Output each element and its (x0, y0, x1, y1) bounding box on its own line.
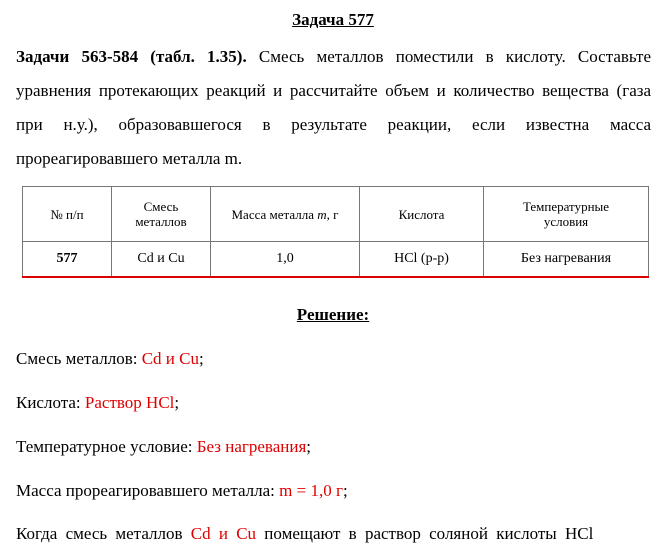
given-mass-value: m = 1,0 г (279, 481, 343, 500)
table-row (23, 242, 649, 278)
given-metals-end: ; (199, 349, 204, 368)
task-statement (16, 40, 651, 176)
header-mix (112, 187, 211, 242)
given-metals-value: Cd и Cu (141, 349, 199, 368)
given-temperature-label: Температурное условие: (16, 437, 197, 456)
given-acid-label: Кислота: (16, 393, 85, 412)
solution-text-start: Когда смесь металлов (16, 524, 191, 543)
given-metals-label: Смесь металлов: (16, 349, 142, 368)
given-mass-end: ; (342, 481, 348, 500)
task-title: Задача 577 (292, 10, 374, 29)
task-range-label: Задачи 563-584 (табл. 1.35). (16, 47, 247, 66)
solution-metals: Cd и Cu (190, 524, 257, 543)
solution-paragraph (16, 524, 593, 544)
given-acid (16, 393, 179, 413)
given-temperature-end: ; (306, 437, 312, 456)
given-temperature-value: Без нагревания (196, 437, 307, 456)
header-num: № п/п (23, 187, 112, 242)
given-acid-end: ; (174, 393, 180, 412)
cell-temp: Без нагревания (484, 242, 649, 278)
header-temp (484, 187, 649, 242)
solution-heading: Решение: (296, 305, 370, 324)
cell-acid: HCl (р-р) (360, 242, 484, 278)
solution-text-rest: помещают в раствор соляной кислоты HCl (256, 524, 594, 543)
header-mass-var: m (317, 206, 327, 222)
given-mass-label: Масса прореагировавшего металла: (16, 481, 280, 500)
task-statement-text: Смесь металлов поместили в кислоту. Составьте уравнения протекающих реакций и рассчитайте объем и количество вещества (газа при н.у.), образовавшегося в результате реакции, если известна масса прореагировавшего металла m. (16, 47, 652, 168)
header-mix-line2: металлов (135, 214, 187, 229)
header-mix-line1: Смесь (143, 199, 179, 214)
given-metals (16, 349, 204, 369)
header-mass-unit: , г (326, 206, 339, 222)
given-mass (16, 481, 348, 501)
task-table (22, 186, 649, 278)
given-temperature (16, 437, 311, 457)
given-acid-value: Раствор HCl (84, 393, 175, 412)
table-header-row (23, 187, 649, 242)
header-acid: Кислота (360, 187, 484, 242)
cell-mass: 1,0 (211, 242, 360, 278)
cell-mix: Cd и Cu (112, 242, 211, 278)
header-mass (211, 187, 360, 242)
header-temp-line1: Температурные (522, 199, 610, 214)
header-mass-text: Масса металла (231, 206, 318, 222)
cell-num: 577 (23, 242, 112, 278)
header-temp-line2: условия (543, 214, 589, 229)
